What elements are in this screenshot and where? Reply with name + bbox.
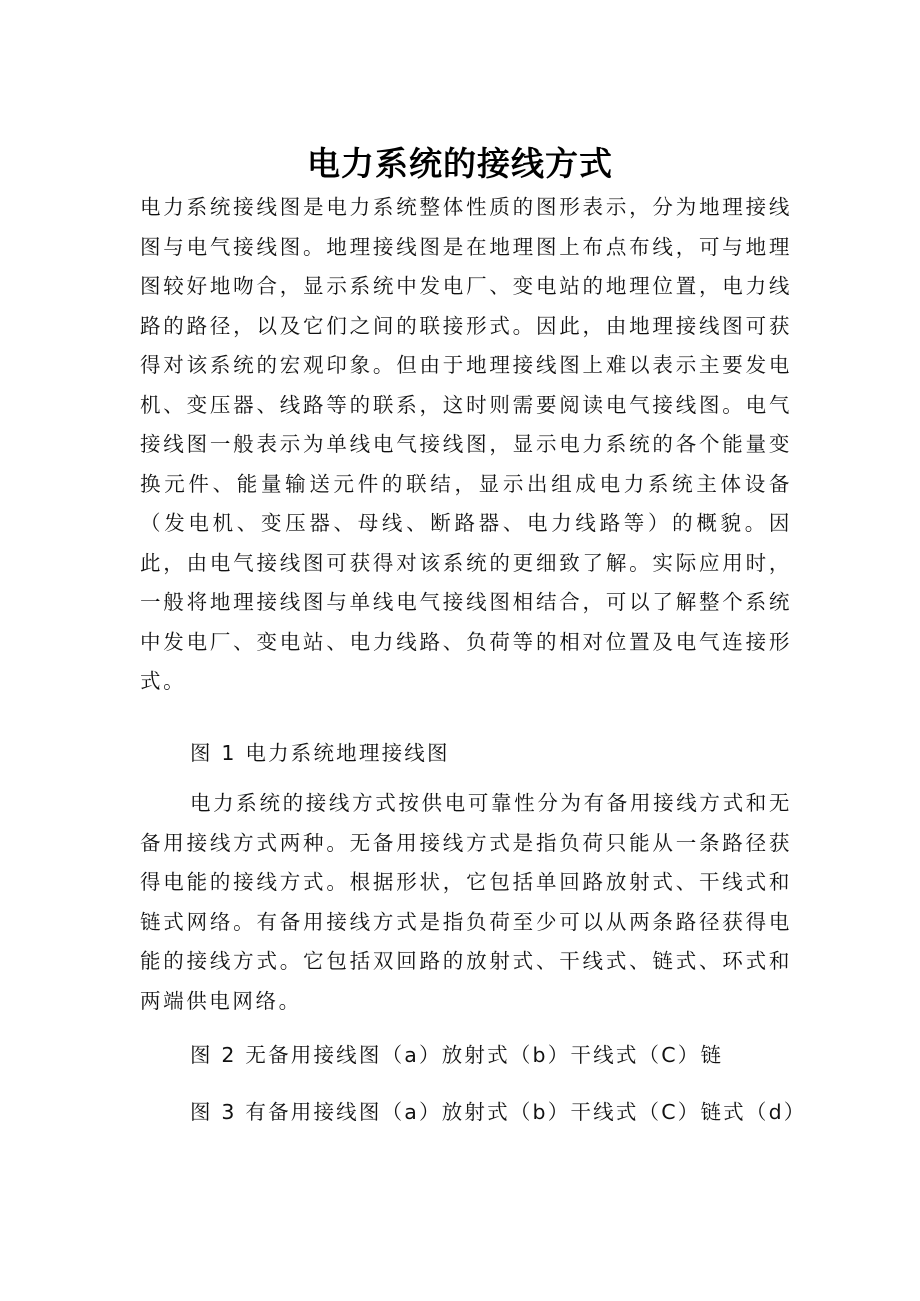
figure-2-caption: 图 2 无备用接线图（a）放射式（b）干线式（C）链 <box>190 1043 724 1067</box>
figure-3-caption: 图 3 有备用接线图（a）放射式（b）干线式（C）链式（d） <box>190 1100 807 1124</box>
page-title: 电力系统的接线方式 <box>307 144 613 184</box>
intro-paragraph: 电力系统接线图是电力系统整体性质的图形表示，分为地理接线图与电气接线图。地理接线图是在地理图上布点布线，可与地理图较好地吻合，显示系统中发电厂、变电站的地理位置，电力线路的路径，以及它们之间的联接形式。因此，由地理接线图可获得对该系统的宏观印象。但由于地理接线图上难以表示主要发电机、变压器、线路等的联系，这时则需要阅读电气接线图。电气接线图一般表示为单线电气接线图，显示电力系统的各个能量变换元件、能量输送元件的联结，显示出组成电力系统主体设备（发电机、变压器、母线、断路器、电力线路等）的概貌。因此，由电气接线图可获得对该系统的更细致了解。实际应用时，一般将地理接线图与单线电气接线图相结合，可以了解整个系统中发电厂、变电站、电力线路、负荷等的相对位置及电气连接形式。 <box>140 195 792 693</box>
wiring-modes-paragraph: 电力系统的接线方式按供电可靠性分为有备用接线方式和无备用接线方式两种。无备用接线方式是指负荷只能从一条路径获得电能的接线方式。根据形状，它包括单回路放射式、干线式和链式网络。有备用接线方式是指负荷至少可以从两条路径获得电能的接线方式。它包括双回路的放射式、干线式、链式、环式和两端供电网络。 <box>140 791 792 1013</box>
figure-1-caption: 图 1 电力系统地理接线图 <box>190 741 450 765</box>
